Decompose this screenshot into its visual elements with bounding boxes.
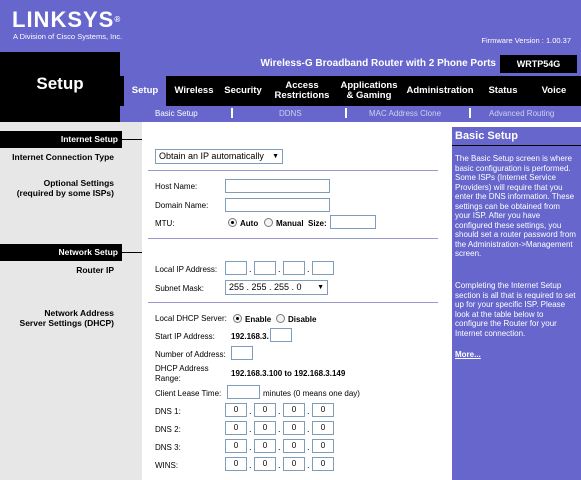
section-divider — [122, 139, 142, 140]
mtu-manual-label: Manual — [276, 219, 304, 228]
dns1-octet-1[interactable]: 0 — [225, 403, 247, 417]
ip-dot: . — [307, 460, 310, 470]
firmware-version: Firmware Version : 1.00.37 — [481, 36, 571, 45]
chevron-down-icon: ▼ — [317, 284, 324, 291]
router-ip-label: Router IP — [76, 265, 114, 275]
tab-wireless[interactable]: Wireless — [174, 85, 214, 96]
form-divider — [148, 302, 438, 303]
host-name-input[interactable] — [225, 179, 330, 193]
mtu-size-label: Size: — [308, 219, 327, 228]
dhcp-range-label: DHCP Address Range: — [155, 364, 209, 383]
dhcp-enable-label: Enable — [245, 315, 272, 324]
start-ip-last-octet[interactable] — [270, 328, 292, 342]
left-column-strip — [120, 122, 142, 480]
dns3-octet-2[interactable]: 0 — [254, 439, 276, 453]
mtu-auto-radio[interactable] — [228, 218, 237, 227]
subtab-ddns[interactable]: DDNS — [279, 109, 302, 118]
wins-octet-1[interactable]: 0 — [225, 457, 247, 471]
dns3-octet-1[interactable]: 0 — [225, 439, 247, 453]
subnet-mask-select[interactable] — [225, 280, 328, 295]
form-divider — [148, 238, 438, 239]
start-ip-prefix: 192.168.3. — [231, 332, 269, 341]
subtab-separator — [469, 108, 471, 118]
wins-label: WINS: — [155, 461, 179, 470]
ip-dot: . — [278, 406, 281, 416]
internet-connection-type-label: Internet Connection Type — [12, 152, 114, 162]
tab-setup[interactable]: Setup — [124, 76, 166, 106]
ip-dot: . — [278, 442, 281, 452]
ip-dot: . — [249, 406, 252, 416]
dns2-octet-2[interactable]: 0 — [254, 421, 276, 435]
subtab-advanced-routing[interactable]: Advanced Routing — [489, 109, 555, 118]
dhcp-disable-radio[interactable] — [276, 314, 285, 323]
section-divider — [122, 252, 142, 253]
help-paragraph-1: The Basic Setup screen is where basic configuration is performed. Some ISPs (Internet Service Providers) will require that you enter the DNS information. These settings can be obtained from your ISP. After you have configured these settings, you should set a router password from the Administration->Management screen. — [455, 154, 576, 258]
help-divider — [452, 145, 581, 146]
help-more-link[interactable]: More... — [455, 350, 481, 359]
ip-dot: . — [278, 460, 281, 470]
host-name-label: Host Name: — [155, 182, 198, 191]
mtu-size-input[interactable] — [330, 215, 376, 229]
ip-dot: . — [278, 264, 281, 274]
ip-dot: . — [249, 264, 252, 274]
connection-type-value: Obtain an IP automatically — [159, 151, 264, 161]
model-number: WRTP54G — [500, 55, 577, 73]
dhcp-enable-radio[interactable] — [233, 314, 242, 323]
dns2-octet-3[interactable]: 0 — [283, 421, 305, 435]
dns2-label: DNS 2: — [155, 425, 181, 434]
wins-octet-3[interactable]: 0 — [283, 457, 305, 471]
dhcp-server-label: Local DHCP Server: — [155, 314, 227, 323]
dns1-label: DNS 1: — [155, 407, 181, 416]
subtab-basic-setup[interactable]: Basic Setup — [155, 109, 198, 118]
ip-dot: . — [249, 424, 252, 434]
ip-dot: . — [307, 442, 310, 452]
product-name: Wireless-G Broadband Router with 2 Phone Ports — [260, 58, 496, 69]
local-ip-octet-2[interactable] — [254, 261, 276, 275]
network-setup-header: Network Setup — [0, 244, 122, 261]
client-lease-hint: minutes (0 means one day) — [263, 389, 360, 398]
subnet-mask-label: Subnet Mask: — [155, 284, 204, 293]
start-ip-label: Start IP Address: — [155, 332, 215, 341]
optional-settings-label: Optional Settings (required by some ISPs) — [16, 178, 114, 198]
ip-dot: . — [307, 264, 310, 274]
mtu-label: MTU: — [155, 219, 175, 228]
logo-registered-mark: ® — [114, 15, 121, 24]
dns1-octet-4[interactable]: 0 — [312, 403, 334, 417]
tab-access-restrictions[interactable]: Access Restrictions — [274, 80, 330, 101]
domain-name-label: Domain Name: — [155, 201, 209, 210]
number-of-address-input[interactable] — [231, 346, 253, 360]
local-ip-label: Local IP Address: — [155, 265, 218, 274]
connection-type-select[interactable] — [155, 149, 283, 164]
client-lease-label: Client Lease Time: — [155, 389, 222, 398]
chevron-down-icon: ▼ — [272, 153, 279, 160]
dns1-octet-3[interactable]: 0 — [283, 403, 305, 417]
local-ip-octet-3[interactable] — [283, 261, 305, 275]
dns3-octet-3[interactable]: 0 — [283, 439, 305, 453]
help-paragraph-2: Completing the Internet Setup section is all that is required to set up for your specific ISP. Please look at the table below to configure the Router for your Internet connection. — [455, 281, 576, 338]
client-lease-input[interactable] — [227, 385, 260, 399]
tab-administration[interactable]: Administration — [406, 85, 474, 96]
dns3-octet-4[interactable]: 0 — [312, 439, 334, 453]
ip-dot: . — [307, 424, 310, 434]
form-divider — [148, 170, 438, 171]
subtab-mac-address-clone[interactable]: MAC Address Clone — [369, 109, 442, 118]
dhcp-range-value: 192.168.3.100 to 192.168.3.149 — [231, 369, 346, 378]
wins-octet-4[interactable]: 0 — [312, 457, 334, 471]
tab-applications-gaming[interactable]: Applications & Gaming — [340, 80, 398, 101]
page-title: Setup — [36, 74, 84, 93]
mtu-auto-label: Auto — [240, 219, 259, 228]
subtab-separator — [345, 108, 347, 118]
help-gutter — [444, 122, 452, 480]
wins-octet-2[interactable]: 0 — [254, 457, 276, 471]
local-ip-octet-4[interactable] — [312, 261, 334, 275]
logo-text: LINKSYS — [12, 7, 115, 32]
mtu-manual-radio[interactable] — [264, 218, 273, 227]
ip-dot: . — [278, 424, 281, 434]
logo-tagline: A Division of Cisco Systems, Inc. — [13, 32, 123, 41]
dns3-label: DNS 3: — [155, 443, 181, 452]
tab-security[interactable]: Security — [224, 85, 262, 96]
local-ip-octet-1[interactable] — [225, 261, 247, 275]
left-column — [0, 122, 120, 480]
tab-voice[interactable]: Voice — [541, 85, 567, 96]
ip-dot: . — [249, 460, 252, 470]
internet-setup-header: Internet Setup — [0, 131, 122, 148]
dns1-octet-2[interactable]: 0 — [254, 403, 276, 417]
ip-dot: . — [249, 442, 252, 452]
dhcp-settings-label: Network Address Server Settings (DHCP) — [19, 308, 114, 328]
tab-status[interactable]: Status — [488, 85, 518, 96]
linksys-logo — [12, 9, 120, 31]
help-title: Basic Setup — [455, 130, 518, 142]
domain-name-input[interactable] — [225, 198, 330, 212]
subnet-mask-value: 255 . 255 . 255 . 0 — [229, 282, 302, 292]
dns2-octet-1[interactable]: 0 — [225, 421, 247, 435]
ip-dot: . — [307, 406, 310, 416]
number-of-address-label: Number of Address: — [155, 350, 226, 359]
dhcp-disable-label: Disable — [288, 315, 317, 324]
dns2-octet-4[interactable]: 0 — [312, 421, 334, 435]
subtab-separator — [231, 108, 233, 118]
